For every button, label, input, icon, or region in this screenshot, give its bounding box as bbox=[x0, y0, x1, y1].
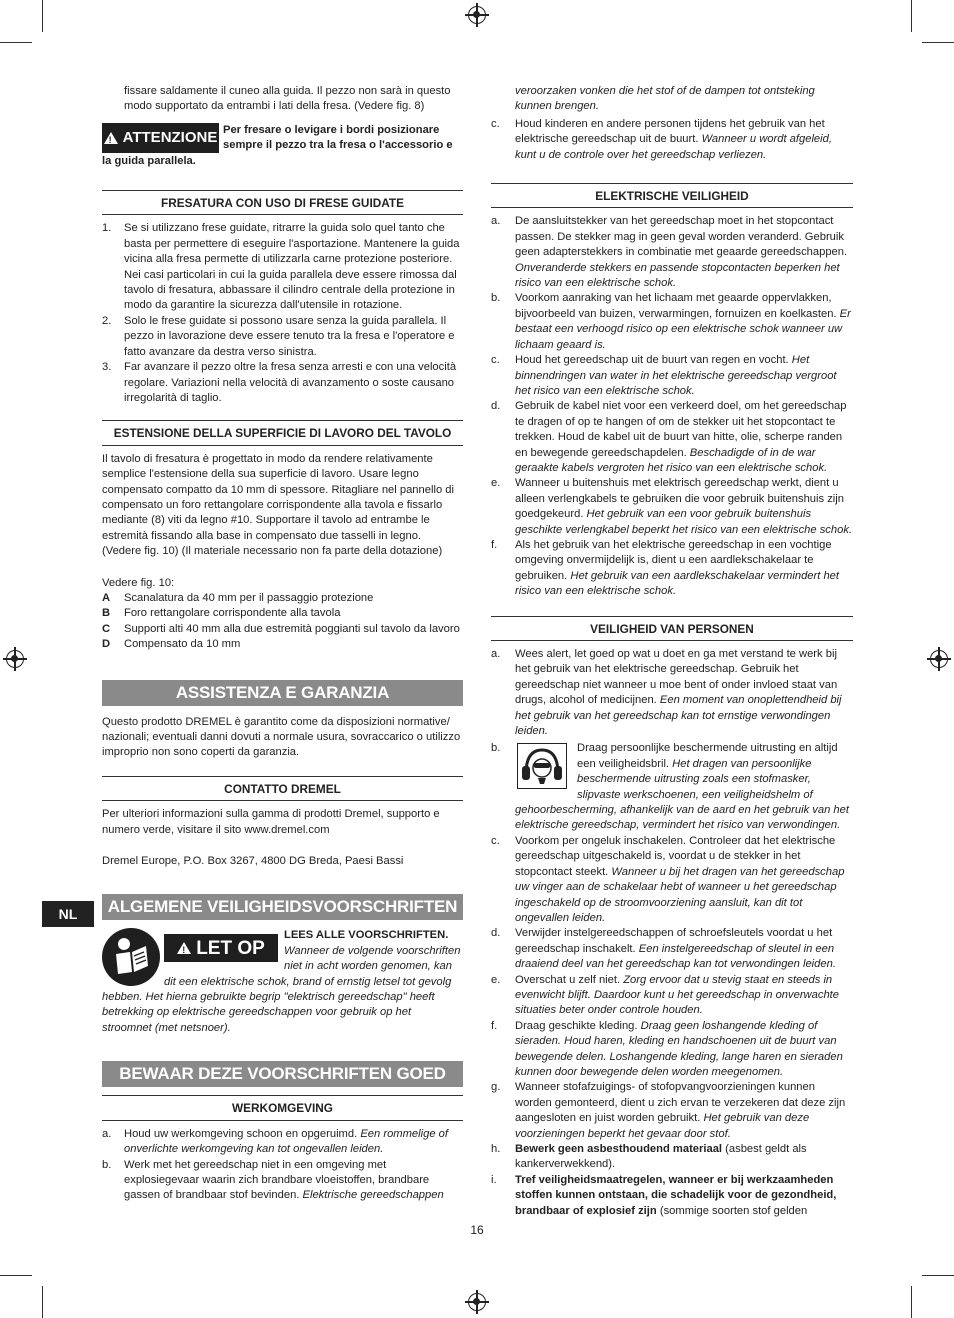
section-title-fresatura: FRESATURA CON USO DI FRESE GUIDATE bbox=[102, 190, 463, 215]
crop-mark bbox=[0, 42, 32, 43]
list-item: c. Voorkom per ongeluk inschakelen. Controleer dat het elektrische gereedschap uitgeschakeld is, voordat u de stekker in het stopcontact steekt. Wanneer u bij het dragen van het gereedschap uw vinger aan de schakelaar hebt of wanneer u het gereedschap ingeschakeld op de stroomvoorziening aansluit, kan dit tot ongevallen leiden. bbox=[491, 834, 845, 924]
read-manual-icon bbox=[102, 928, 160, 986]
assistenza-body: Questo prodotto DREMEL è garantito come da disposizioni normative/ nazionali; eventuali danni dovuti a normale usura, sovraccarico o utilizzo improprio non sono coperti da garanzia. bbox=[102, 715, 461, 759]
section-title-personen: VEILIGHEID VAN PERSONEN bbox=[491, 616, 853, 641]
list-item: a. De aansluitstekker van het gereedschap moet in het stopcontact passen. De stekker mag in geen geval worden veranderd. Gebruik geen adapterstekkers in combinatie met geaarde gereedschappen. Onveranderde stekkers en passende stopcontacten beperken het risico van een elektrische schok. bbox=[491, 215, 848, 290]
registration-mark-icon bbox=[468, 6, 486, 24]
fresatura-list bbox=[102, 221, 463, 406]
list-item: 2. Solo le frese guidate si possono usare senza la guida parallela. Il pezzo in lavorazione deve essere tenuto tra la fresa e l'operatore e fatto avanzare da destra verso sinistra. bbox=[102, 314, 455, 358]
list-item: a. Houd uw werkomgeving schoon en opgeruimd. Een rommelige of onverlichte werkomgeving kan tot ongevallen leiden. bbox=[102, 1127, 449, 1156]
section-title-contatto: CONTATTO DREMEL bbox=[102, 776, 463, 801]
estensione-body: Il tavolo di fresatura è progettato in modo da rendere relativamente semplice l'estensione della sua superficie di lavoro. Usare legno compensato compatto da 10 mm di spessore. Ritagliare nel pannello di compensato un foro rettangolare corrispondente alla tavola e fissarlo mediante (8) viti da legno #10. Supportare il tavolo ad entrambe le estremità fissando alla base in compensato due tasselli in legno. (Vedere fig. 10) (Il materiale necessario non fa parte della dotazione) bbox=[102, 452, 454, 558]
fig-legend-list bbox=[102, 591, 463, 653]
intro-paragraph: fissare saldamente il cuneo alla guida. Il pezzo non sarà in questo modo supportato da entrambi i lati della fresa. (Vedere fig. 8) bbox=[124, 85, 451, 113]
crop-mark bbox=[0, 1275, 32, 1276]
crop-mark bbox=[922, 1275, 954, 1276]
fig-reference: Vedere fig. 10: bbox=[102, 576, 175, 589]
language-tag-nl: NL bbox=[42, 901, 94, 927]
attenzione-text: Per fresare o levigare i bordi posizionare sempre il pezzo tra la fresa o l'accessorio e la guida parallela. bbox=[102, 123, 453, 167]
list-item: h. Bewerk geen asbesthoudend materiaal (asbest geldt als kankerverwekkend). bbox=[491, 1143, 807, 1171]
attenzione-warning bbox=[102, 123, 463, 169]
section-title-werkomgeving: WERKOMGEVING bbox=[102, 1095, 463, 1120]
list-item: f. Draag geschikte kleding. Draag geen loshangende kleding of sieraden. Houd haren, kleding en handschoenen uit de buurt van bewegende delen. Loshangende kleding, lange haren en sieraden kunnen door bewegende delen worden meegenomen. bbox=[491, 1019, 843, 1078]
contatto-body: Per ulteriori informazioni sulla gamma di prodotti Dremel, supporto e numero verde, visitare il sito www.dremel.com bbox=[102, 808, 440, 836]
right-column bbox=[491, 84, 853, 1219]
list-item: d. Verwijder instelgereedschappen of schroefsleutels voordat u het gereedschap inschakelt. Een instelgereedschap of sleutel in een draaiend deel van het gereedschap kan tot verwondingen leiden. bbox=[491, 927, 836, 971]
registration-mark-icon bbox=[468, 1293, 486, 1311]
contatto-address: Dremel Europe, P.O. Box 3267, 4800 DG Breda, Paesi Bassi bbox=[102, 855, 404, 868]
registration-mark-icon bbox=[930, 650, 948, 668]
personen-list bbox=[491, 834, 853, 1142]
list-item: g. Wanneer stofafzuigings- of stofopvangvoorzieningen kunnen worden gemonteerd, dient u zich ervan te verzekeren dat deze zijn aangesloten en juist worden gebruikt. Het gebruik van deze voorzieningen beperkt het gevaar door stof. bbox=[491, 1081, 846, 1140]
list-item: 3. Far avanzare il pezzo oltre la fresa senza arresti e con una velocità regolare. Variazioni nella velocità di avanzamento o soste causano irregolarità di taglio. bbox=[102, 361, 457, 404]
banner-assistenza: ASSISTENZA E GARANZIA bbox=[102, 680, 463, 706]
crop-mark bbox=[911, 0, 912, 32]
crop-mark bbox=[911, 1286, 912, 1318]
section-title-estensione: ESTENSIONE DELLA SUPERFICIE DI LAVORO DEL TAVOLO bbox=[102, 420, 463, 445]
ppe-icon bbox=[517, 743, 567, 789]
registration-mark-icon bbox=[6, 650, 24, 668]
list-item: e. Wanneer u buitenshuis met elektrisch gereedschap werkt, dient u alleen verlengkabels te gebruiken die voor gebruik buitenshuis zijn goedgekeurd. Het gebruik van een voor gebruik buitenshuis geschikte verlengkabel beperkt het risico van een elektrische schok. bbox=[491, 477, 853, 536]
list-item: A Scanalatura da 40 mm per il passaggio protezione bbox=[102, 591, 374, 604]
letop-block bbox=[102, 928, 463, 1036]
crop-mark bbox=[42, 1286, 43, 1318]
list-item: b. Voorkom aanraking van het lichaam met geaarde oppervlakken, bijvoorbeeld van buizen, verwarmingen, fornuizen en koelkasten. Er bestaat een verhoogd risico op een elektrische schok wanneer uw lichaam geaard is. bbox=[491, 292, 851, 351]
left-column bbox=[102, 84, 463, 1204]
list-item: b. Draag persoonlijke beschermende uitrusting en altijd een veiligheidsbril. Het dragen van persoonlijke beschermende uitrusting zoals een stofmasker, slipvaste werkschoenen, een veiligheidshelm of gehoorbescherming, afhankelijk van de aard en het gebruik van het elektrische gereedschap, vermindert het risico van verwondingen. bbox=[491, 742, 849, 832]
safety-glasses-earmuff-icon bbox=[518, 744, 566, 788]
list-item: c. Houd het gereedschap uit de buurt van regen en vocht. Het binnendringen van water in het elektrische gereedschap vergroot het risico van een elektrische schok. bbox=[491, 354, 837, 397]
attenzione-label: ATTENZIONE bbox=[122, 129, 218, 147]
warning-icon bbox=[177, 942, 191, 954]
section-title-elektrische: ELEKTRISCHE VEILIGHEID bbox=[491, 183, 853, 208]
list-item: c. Houd kinderen en andere personen tijdens het gebruik van het elektrische gereedschap uit de buurt. Wanneer u wordt afgeleid, kunt u de controle over het gereedschap verliezen. bbox=[491, 117, 832, 161]
crop-mark bbox=[922, 42, 954, 43]
list-item: f. Als het gebruik van het elektrische gereedschap in een vochtige omgeving onvermijdelijk is, dient u een aardlekschakelaar te gebruiken. Het gebruik van een aardlekschakelaar vermindert het risico van een elektrische schok. bbox=[491, 538, 840, 598]
list-item: e. Overschat u zelf niet. Zorg ervoor dat u stevig staat en steeds in evenwicht blijft. Daardoor kunt u het gereedschap in onverwachte situaties beter onder controle houden. bbox=[491, 973, 840, 1017]
letop-lead: LEES ALLE VOORSCHRIFTEN. bbox=[284, 929, 449, 942]
attenzione-badge bbox=[102, 123, 219, 153]
page-number: 16 bbox=[470, 1223, 484, 1237]
elektrische-list bbox=[491, 214, 853, 599]
list-item: B Foro rettangolare corrispondente alla tavola bbox=[102, 607, 341, 620]
list-item: a. Wees alert, let goed op wat u doet en ga met verstand te werk bij het gebruik van het elektrische gereedschap. Gebruik het gereedschap niet wanneer u moe bent of onder invloed staat van drugs, alcohol of medicijnen. Een moment van onoplettendheid bij het gebruik van het gereedschap kan tot ernstige verwondingen leiden. bbox=[491, 648, 842, 738]
letop-text: Wanneer de volgende voorschriften niet in acht worden genomen, kan dit een elektrische schok, brand of ernstig letsel tot gevolg hebben. Het hierna gebruikte begrip "elektrisch gereedschap" heeft betrekking op elektrische gereedschappen voor gebruik op het stroomnet (met netsnoer). bbox=[102, 944, 461, 1034]
banner-algemene: ALGEMENE VEILIGHEIDSVOORSCHRIFTEN bbox=[102, 894, 463, 920]
list-item: b. Werk met het gereedschap niet in een omgeving met explosiegevaar waarin zich brandbare vloeistoffen, brandbare gassen of brandbaar stof bevinden. Elektrische gereedschappen bbox=[102, 1158, 444, 1202]
warning-icon bbox=[104, 132, 118, 144]
banner-bewaar: BEWAAR DEZE VOORSCHRIFTEN GOED bbox=[102, 1061, 463, 1087]
list-item: 1. Se si utilizzano frese guidate, ritrarre la guida solo quel tanto che basta per permettere di eseguire l'asportazione. Mantenere la guida vicina alla fresa permette di utilizzarla carne protezione posteriore. Nei casi particolari in cui la guida parallela deve essere rimossa dal tavolo di fresatura, abbassare il cilindro centrale della protezione in modo da garantire la sicurezza dall'utensile in rotazione. bbox=[102, 222, 460, 312]
list-item: d. Gebruik de kabel niet voor een verkeerd doel, om het gereedschap te dragen of op te hangen of om de stekker uit het stopcontact te trekken. Houd de kabel uit de buurt van hitte, olie, scherpe randen en bewegende gereedschapdelen. Beschadigde of in de war geraakte kabels vergroten het risico van een elektrische schok. bbox=[491, 400, 847, 474]
letop-label: LET OP bbox=[196, 937, 265, 959]
continued-text: veroorzaken vonken die het stof of de dampen tot ontsteking kunnen brengen. bbox=[515, 85, 815, 113]
crop-mark bbox=[42, 0, 43, 32]
list-item: D Compensato da 10 mm bbox=[102, 638, 241, 651]
list-item: i. Tref veiligheidsmaatregelen, wanneer er bij werkzaamheden stoffen kunnen ontstaan, die schadelijk voor de gezondheid, brandbaar of explosief zijn (sommige soorten stof gelden bbox=[491, 1173, 837, 1217]
letop-badge bbox=[164, 934, 278, 962]
list-item: C Supporti alti 40 mm alla due estremità poggianti sul tavolo da lavoro bbox=[102, 622, 460, 635]
person-reading-icon bbox=[102, 928, 160, 986]
